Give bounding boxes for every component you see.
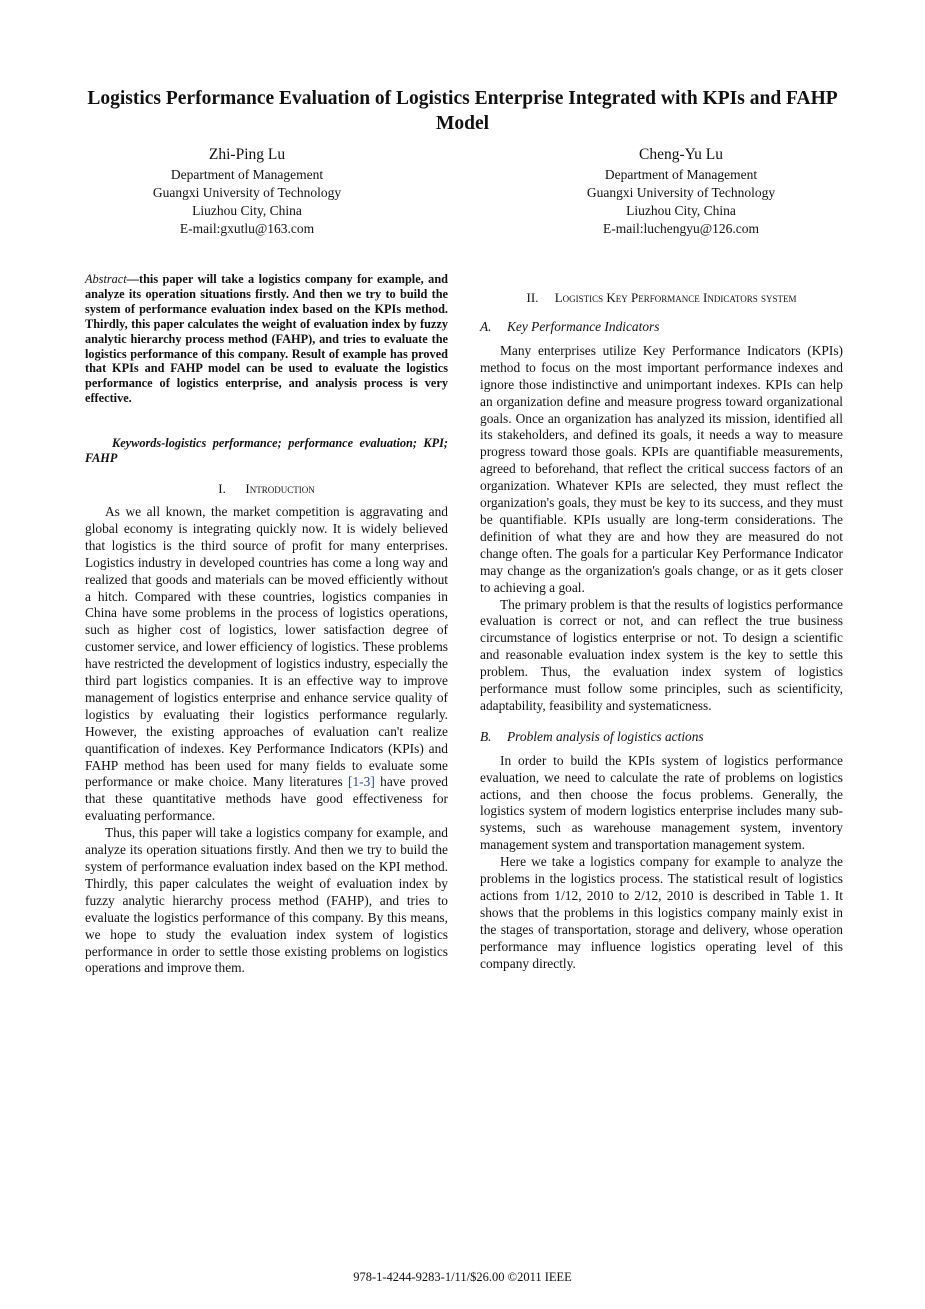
author-university: Guangxi University of Technology bbox=[152, 185, 342, 200]
section-heading-introduction bbox=[85, 480, 448, 497]
author-block-2 bbox=[516, 145, 846, 238]
intro-paragraph-2: Thus, this paper will take a logistics company for example, and analyze its operation situations firstly. And then we try to build the system of performance evaluation index based on the KPI method. Thirdly, this paper calculates the weight of evaluation index by fuzzy analytic hierarchy process method (FAHP), and tries to evaluate the logistics performance of this company. By this means, we hope to study the evaluation index system of logistics performance in order to settle those existing problems on logistics operations and improve them. bbox=[85, 825, 448, 976]
paragraph-text: As we all known, the market competition is aggravating and global economy is integrating quickly now. It is widely believed that logistics is the third source of profit for many enterprises. Logistics industry in developed countries has come a long way and realized that goods and materials can be moved efficiently without a hitch. Compared with these countries, logistics companies in China have some problems in the process of logistics operations, such as higher cost of logistics, lower satisfaction degree of customer service, and lower efficiency of logistics. These problems have restricted the development of logistics industry, especially the third part logistics companies. It is an effective way to improve management of logistics enterprise and enhance service quality of logistics by evaluating their logistics performance regularly. However, the existing approaches of evaluation can't realize quantification of indexes. Key Performance Indicators (KPIs) and FAHP method has been used for many fields to evaluate some performance or make choice. Many literatures bbox=[85, 503, 448, 790]
abstract-lead: Abstract bbox=[85, 272, 127, 286]
abstract-text: —this paper will take a logistics company for example, and analyze its operation situations firstly. And then we try to build the system of performance evaluation index based on the KPIs method. Thirdly, this paper calculates the weight of evaluation index by fuzzy analytic hierarchy process method (FAHP), and tries to evaluate the logistics performance of this company. Result of example has proved that KPIs and FAHP model can be used to evaluate the logistics performance of logistics enterprise, and analysis process is very effective. bbox=[85, 272, 448, 406]
author-city: Liuzhou City, China bbox=[626, 203, 736, 218]
author-city: Liuzhou City, China bbox=[192, 203, 302, 218]
author-name: Cheng-Yu Lu bbox=[639, 146, 723, 163]
subsection-title: Problem analysis of logistics actions bbox=[507, 728, 704, 744]
author-email: E-mail:luchengyu@126.com bbox=[602, 221, 760, 236]
left-column bbox=[85, 272, 448, 977]
kpi-paragraph-1: Many enterprises utilize Key Performance Indicators (KPIs) method to focus on the most important performance indexes and ignore those indistinctive and unimportant indexes. KPIs can help an organization define and measure progress toward organizational goals. Once an organization has analyzed its mission, identified all its stakeholders, and defined its goals, it needs a way to measure progress toward those goals. KPIs are quantifiable measurements, agreed to beforehand, that reflect the critical success factors of an organization. Whatever KPIs are selected, they must reflect the organization's goals, they must be key to its success, and they must be quantifiable. KPIs usually are long-term considerations. The definition of what they are and how they are measured do not change often. The goals for a particular Key Performance Indicator may change as the organization's goals change, or as it gets closer to achieving a goal. bbox=[480, 342, 843, 595]
kpi-paragraph-2: The primary problem is that the results of logistics performance evaluation is correct or not, and can reflect the true business circumstance of logistics enterprise or not. To design a scientific and reasonable evaluation index system is the key to settle this problem. Thus, the evaluation index system of logistics performance must follow some principles, such as scientificity, adaptability, feasibility and systematicness. bbox=[480, 596, 843, 713]
citation-link[interactable]: [1-3] bbox=[348, 774, 375, 790]
paper-title: Logistics Performance Evaluation of Logistics Enterprise Integrated with KPIs and FAHP Model bbox=[87, 88, 838, 134]
author-email: E-mail:gxutlu@163.com bbox=[179, 221, 315, 236]
subsection-heading-a bbox=[480, 319, 843, 336]
section-title: Logistics Key Performance Indicators system bbox=[554, 290, 797, 305]
right-column bbox=[480, 286, 843, 973]
copyright-footer: 978-1-4244-9283-1/11/$26.00 ©2011 IEEE bbox=[353, 1270, 572, 1284]
abstract bbox=[85, 272, 448, 406]
subsection-heading-b bbox=[480, 729, 843, 746]
section-title: Introduction bbox=[245, 480, 315, 496]
subsection-title: Key Performance Indicators bbox=[507, 319, 660, 334]
author-name: Zhi-Ping Lu bbox=[208, 146, 286, 163]
section-number: II. bbox=[526, 290, 539, 305]
keywords: Keywords-logistics performance; performance evaluation; KPI; FAHP bbox=[85, 436, 448, 466]
author-department: Department of Management bbox=[170, 167, 324, 182]
author-department: Department of Management bbox=[604, 167, 758, 182]
subsection-letter: A. bbox=[480, 319, 492, 334]
problem-paragraph-2: Here we take a logistics company for example to analyze the problems in the logistics process. The statistical result of logistics actions from 1/12, 2010 to 2/12, 2010 is described in Table 1. It shows that the problems in this logistics company mainly exist in the stages of transportation, storage and delivery, whose operation performance may influence logistics operating level of this company directly. bbox=[480, 854, 843, 971]
author-block-1 bbox=[82, 145, 412, 238]
paragraph-text: have proved that these quantitative methods have good effectiveness for evaluating performance. bbox=[85, 774, 448, 824]
section-heading-kpi-system bbox=[480, 286, 843, 310]
subsection-letter: B. bbox=[480, 728, 492, 744]
author-university: Guangxi University of Technology bbox=[586, 185, 776, 200]
problem-paragraph-1: In order to build the KPIs system of logistics performance evaluation, we need to calculate the rate of problems on logistics actions, and then choose the focus problems. Generally, the logistics system of modern logistics enterprise includes many sub-systems, such as warehouse management system, inventory management system and transportation management system. bbox=[480, 752, 843, 853]
intro-paragraph-1 bbox=[85, 504, 448, 825]
section-number: I. bbox=[218, 480, 226, 496]
